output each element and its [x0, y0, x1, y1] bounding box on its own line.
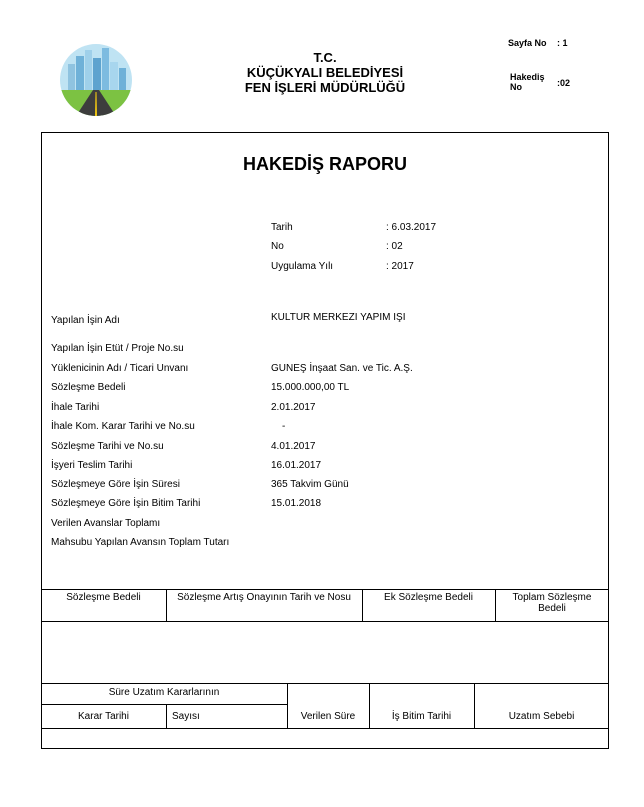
table2-header-bottom — [41, 728, 609, 729]
detail-value: 15.000.000,00 TL — [271, 382, 350, 393]
detail-value: 15.01.2018 — [271, 498, 322, 509]
detail-value: 16.01.2017 — [271, 460, 322, 471]
header-department: FEN İŞLERİ MÜDÜRLÜĞÜ — [244, 80, 406, 95]
detail-label: Mahsubu Yapılan Avansın Toplam Tutarı — [51, 537, 230, 548]
date-value: : 6.03.2017 — [386, 222, 437, 233]
no-label: No — [271, 241, 284, 252]
year-label: Uygulama Yılı — [271, 261, 334, 272]
detail-label: Sözleşmeye Göre İşin Bitim Tarihi — [51, 498, 201, 509]
page-number-value: : 1 — [557, 38, 568, 48]
table2-top-border — [41, 683, 609, 684]
table1-col-total-line1: Toplam Sözleşme — [512, 592, 592, 603]
table1-col-increase-approval: Sözleşme Artış Onayının Tarih ve Nosu — [177, 592, 351, 603]
table2-col-completion-date: İş Bitim Tarihi — [391, 711, 452, 722]
header-municipality: KÜÇÜKYALI BELEDİYESİ — [246, 65, 404, 80]
table2-col-extension-reason: Uzatım Sebebi — [508, 711, 575, 722]
report-title: HAKEDİŞ RAPORU — [242, 154, 407, 174]
table1-header-bottom — [41, 621, 609, 622]
header-tc: T.C. — [313, 50, 337, 65]
table2-col-granted-time: Verilen Süre — [300, 711, 356, 722]
table2-group-divider — [41, 704, 287, 705]
table1-top-border — [41, 589, 609, 590]
detail-label: Yapılan İşin Etüt / Proje No.su — [51, 343, 184, 354]
hakedis-no-label-2: No — [510, 82, 522, 92]
detail-label: Yüklenicinin Adı / Ticari Unvanı — [51, 363, 189, 374]
detail-label: İhale Tarihi — [51, 402, 100, 413]
detail-label: Sözleşmeye Göre İşin Süresi — [51, 479, 180, 490]
detail-value: GUNEŞ İnşaat San. ve Tic. A.Ş. — [271, 363, 413, 374]
detail-value: KULTUR MERKEZI YAPIM IŞI — [271, 312, 406, 323]
table2-divider — [166, 704, 167, 728]
detail-value: 2.01.2017 — [271, 402, 316, 413]
table2-col-decision-date: Karar Tarihi — [78, 711, 129, 722]
table1-col-contract-amount: Sözleşme Bedeli — [66, 592, 141, 603]
detail-label: İhale Kom. Karar Tarihi ve No.su — [51, 421, 195, 432]
table2-col-decision-number: Sayısı — [172, 711, 200, 722]
year-value: : 2017 — [386, 261, 414, 272]
detail-value: 365 Takvim Günü — [271, 479, 349, 490]
table1-col-total-line2: Bedeli — [538, 603, 566, 614]
detail-label: Sözleşme Tarihi ve No.su — [51, 441, 164, 452]
page-number-label: Sayfa No — [508, 38, 547, 48]
table1-col-additional-contract: Ek Sözleşme Bedeli — [384, 592, 473, 603]
detail-label: İşyeri Teslim Tarihi — [51, 460, 133, 471]
detail-label: Yapılan İşin Adı — [51, 315, 120, 326]
detail-label: Verilen Avanslar Toplamı — [51, 518, 161, 529]
date-label: Tarih — [271, 222, 293, 233]
table2-group-header: Süre Uzatım Kararlarının — [108, 687, 220, 698]
detail-label: Sözleşme Bedeli — [51, 382, 126, 393]
no-value: : 02 — [386, 241, 403, 252]
city-road-logo-icon — [60, 44, 132, 116]
hakedis-no-label-1: Hakediş — [510, 72, 545, 82]
detail-value: - — [282, 421, 286, 432]
detail-value: 4.01.2017 — [271, 441, 316, 452]
hakedis-no-value: :02 — [557, 78, 571, 88]
